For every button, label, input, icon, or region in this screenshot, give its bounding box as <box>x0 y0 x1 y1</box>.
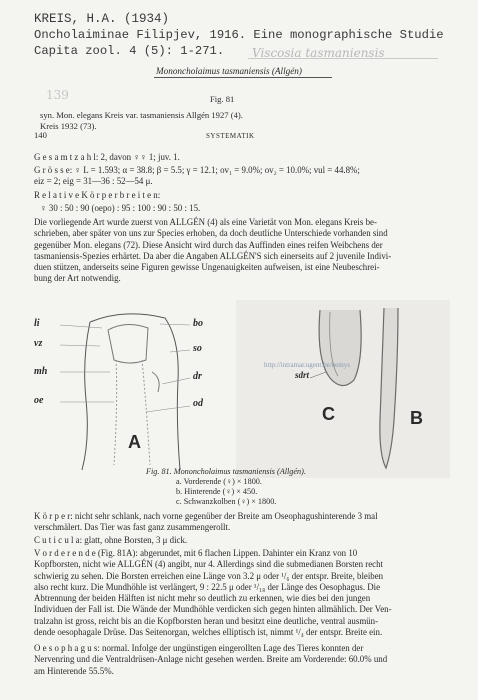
body-line: also recht kurz. Die Mundhöhle ist verlängert, 9 : 22.5 μ oder ¹/₁₈ der Länge des Oesophagus. Die <box>34 581 381 592</box>
vorderende-paragraph <box>34 548 446 638</box>
label-oe: oe <box>34 395 44 406</box>
panel-c-and-b <box>236 300 450 478</box>
label-bo: bo <box>193 318 203 329</box>
label-li: li <box>34 318 40 329</box>
handwritten-underline <box>248 58 438 59</box>
groesse-line-2: eiz = 2; eig = 31—36 : 52—54 μ. <box>34 176 153 186</box>
figure-caption-title: Fig. 81. Mononcholaimus tasmaniensis (Allgén). <box>146 467 306 476</box>
body-line: dende oesophagale Drüse. Das Seitenorgan, welches elliptisch ist, nimmt ¹/₄ der entspr. Breite ein. <box>34 627 383 638</box>
intro-line: schrieben, aber später von uns zur Species erhoben, da doch deutliche Unterschiede vorhanden sind <box>34 228 388 239</box>
panel-label-a: A <box>128 432 141 452</box>
body-line: K ö r p e r: nicht sehr schlank, nach vorne gegenüber der Breite am Oseophagushinterende 3 mal <box>34 511 378 521</box>
body-line: Abtrennung der beiden Hälften ist nicht mehr so deutlich zu erkennen, wie dies bei den jungen <box>34 593 371 604</box>
body-line: Nervenring und die Ventraldrüsen-Anlage nicht gesehen werden. Breite am Vorderende: 60.0% und <box>34 654 388 665</box>
label-vz: vz <box>34 338 43 349</box>
label-dr: dr <box>193 371 202 382</box>
label-sdrt: sdrt <box>295 370 310 380</box>
body-line: verschmälert. Das Tier was fast ganz zusammengerollt. <box>34 522 231 533</box>
handwritten-species: Viscosia tasmaniensis <box>252 46 385 60</box>
typed-title-line: Oncholaiminae Filipjev, 1916. Eine monographische Studie <box>34 28 444 42</box>
typed-author-line: KREIS, H.A. (1934) <box>34 12 170 26</box>
relative-widths-title: R e l a t i v e K ö r p e r b r e i t e n: <box>34 190 161 200</box>
body-line: V o r d e r e n d e (Fig. 81A): abgerundet, mit 6 flachen Lippen. Dahinter ein Kranz von 10 <box>34 548 358 558</box>
label-od: od <box>193 398 203 409</box>
nemys-watermark: http://intramar.ugent.be/nemys <box>264 361 350 369</box>
body-line: Kopfborsten, nicht wie ALLGÉN (4) angibt, nur 4. Allerdings sind die submedianen Borsten recht <box>34 559 384 570</box>
gesamtzahl-line: G e s a m t z a h l: 2, davon ♀♀ 1; juv. 1. <box>34 152 180 162</box>
intro-line: bung der Art notwendig. <box>34 273 121 284</box>
synonymy-line-1: syn. Mon. elegans Kreis var. tasmaniensis Allgén 1927 (4). <box>40 110 243 120</box>
title-underline <box>154 77 332 78</box>
caption-b: b. Hinterende (♀) × 450. <box>176 487 258 496</box>
intro-line: tasmaniensis-Spezies erhärtet. Da aber die Angaben ALLGÉN'S sich einerseits auf 2 juvenile Indivi- <box>34 250 392 261</box>
body-line: Individuen der Fall ist. Die Wände der Mundhöhle verdicken sich gegen hinten allmählich. Der Ven- <box>34 604 392 615</box>
oesophagus-paragraph <box>34 643 446 677</box>
body-line: tralzahn ist gross, reicht bis an die Kopfborsten heran und besitzt eine deutliche, ventral ausmün- <box>34 615 379 626</box>
page-number: 140 <box>34 130 47 140</box>
handwritten-number: 139 <box>46 88 69 102</box>
koerper-paragraph <box>34 511 446 534</box>
panel-a-sketch <box>60 314 190 470</box>
groesse-line-1: G r ö s s e: ♀ L = 1.593; α = 38.8; β = 5.5; γ = 12.1; ov₁ = 9.0%; ov₂ = 10.0%; vul = 44.8%; <box>34 165 360 175</box>
body-line: am Hinterende 55.5%. <box>34 665 114 676</box>
body-line: schwierig zu sehen. Die Borsten erreichen eine Länge von 3.2 μ oder ¹/₆ der entspr. Breite, bleiben <box>34 570 384 581</box>
running-head: SYSTEMATIK <box>206 132 255 140</box>
body-line: O e s o p h a g u s: normal. Infolge der ungünstigen eingerollten Lage des Tieres konnten der <box>34 643 364 653</box>
typed-citation-line: Capita zool. 4 (5): 1-271. <box>34 44 225 58</box>
panel-label-b: B <box>410 408 423 428</box>
label-mh: mh <box>34 366 48 377</box>
synonymy-line-2: Kreis 1932 (73). <box>40 121 97 131</box>
intro-line: duen stützen, anderseits seine Figuren gewisse Ungenauigkeiten aufweisen, ist eine Neubeschrei- <box>34 262 380 273</box>
caption-a: a. Vorderende (♀) × 1800. <box>176 477 262 486</box>
figure-reference: Fig. 81 <box>210 94 235 104</box>
intro-paragraph <box>34 217 446 285</box>
intro-line: gegenüber Mon. elegans (72). Diese Ansicht wird durch das Auffinden eines reifen Weibchens der <box>34 239 383 250</box>
relative-widths-values: ♀ 30 : 50 : 90 (oepo) : 95 : 100 : 90 : 50 : 15. <box>40 203 201 213</box>
panel-label-c: C <box>322 404 335 424</box>
label-so: so <box>193 343 202 354</box>
cuticula-line: C u t i c u l a: glatt, ohne Borsten, 3 μ dick. <box>34 535 188 545</box>
caption-c: c. Schwanzkolben (♀) × 1800. <box>176 497 277 506</box>
intro-line: Die vorliegende Art wurde zuerst von ALLGÉN (4) als eine Varietät von Mon. elegans Kreis be- <box>34 217 377 227</box>
figure-81-drawing <box>30 300 450 480</box>
species-title: Mononcholaimus tasmaniensis (Allgén) <box>156 66 302 76</box>
